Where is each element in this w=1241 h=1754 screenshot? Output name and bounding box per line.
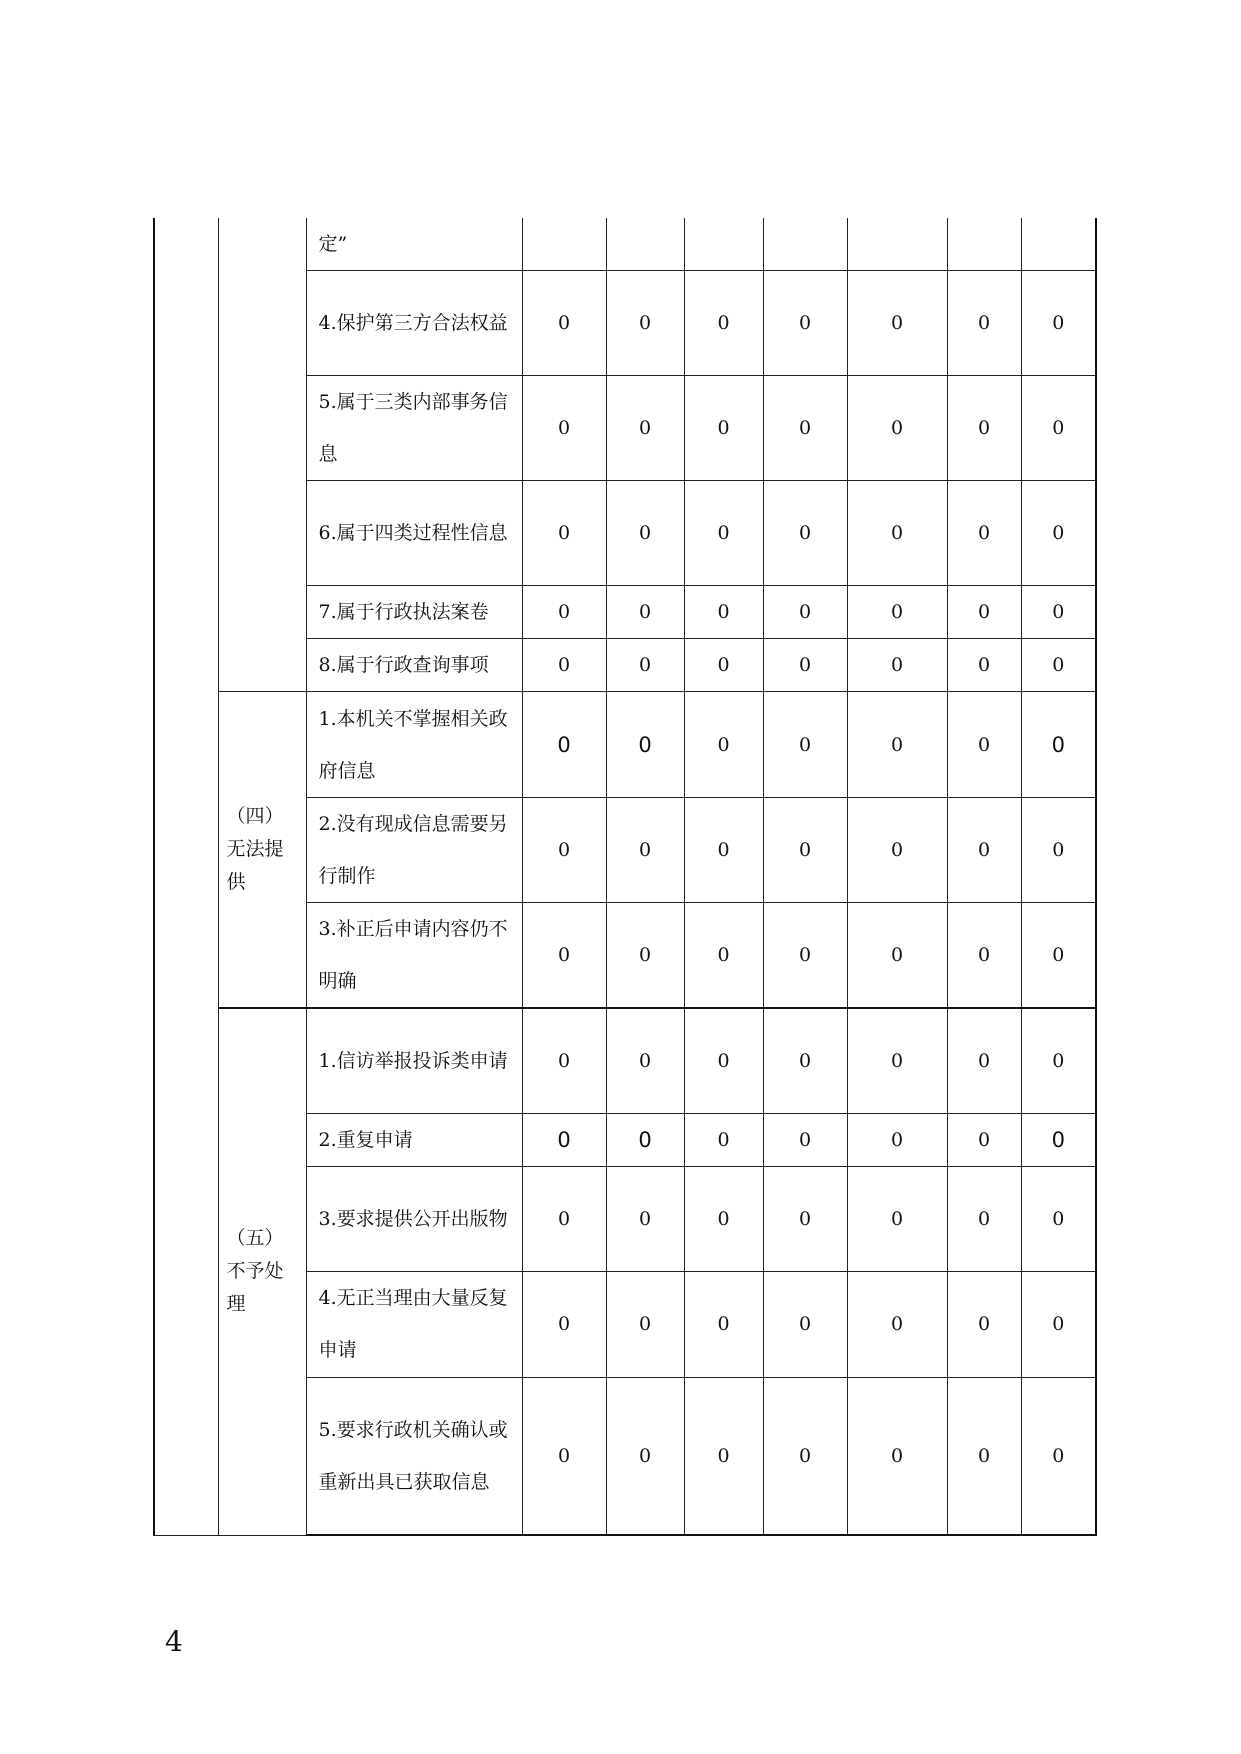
value-cell: 0 [763, 692, 847, 798]
value-cell: 0 [1021, 481, 1096, 586]
value-cell: 0 [522, 798, 606, 903]
value-cell: 0 [947, 586, 1021, 639]
value-cell: 0 [763, 376, 847, 481]
value-cell: 0 [947, 1113, 1021, 1166]
group-four-title: （四）无法提供 [218, 692, 306, 1009]
value-cell: 0 [522, 1377, 606, 1535]
value-cell: 0 [606, 692, 684, 798]
value-cell: 0 [684, 903, 763, 1009]
table-row [154, 692, 1096, 798]
row-label: 2.重复申请 [306, 1113, 522, 1166]
value-cell: 0 [684, 376, 763, 481]
value-cell: 0 [947, 903, 1021, 1009]
disclosure-statistics-table [153, 218, 1097, 1536]
value-cell: 0 [947, 639, 1021, 692]
value-cell: 0 [763, 798, 847, 903]
row-label: 1.本机关不掌握相关政府信息 [306, 692, 522, 798]
value-cell: 0 [847, 376, 947, 481]
value-cell: 0 [847, 1166, 947, 1271]
value-cell: 0 [684, 271, 763, 376]
value-cell: 0 [847, 692, 947, 798]
value-cell: 0 [847, 798, 947, 903]
value-cell: 0 [684, 586, 763, 639]
value-cell: 0 [847, 1377, 947, 1535]
value-cell: 0 [1021, 586, 1096, 639]
value-cell: 0 [947, 481, 1021, 586]
value-cell: 0 [947, 1377, 1021, 1535]
value-cell: 0 [684, 1377, 763, 1535]
value-cell: 0 [947, 692, 1021, 798]
value-cell: 0 [1021, 639, 1096, 692]
value-cell: 0 [1021, 376, 1096, 481]
row-label: 3.补正后申请内容仍不明确 [306, 903, 522, 1009]
value-cell: 0 [606, 639, 684, 692]
value-cell: 0 [763, 1008, 847, 1113]
value-cell: 0 [684, 1008, 763, 1113]
value-cell: 0 [522, 692, 606, 798]
value-cell: 0 [522, 1271, 606, 1377]
value-cell: 0 [684, 639, 763, 692]
value-cell: 0 [1021, 903, 1096, 1009]
value-cell: 0 [606, 798, 684, 903]
row-label: 6.属于四类过程性信息 [306, 481, 522, 586]
value-cell: 0 [606, 271, 684, 376]
row-label: 4.无正当理由大量反复申请 [306, 1271, 522, 1377]
value-cell: 0 [847, 1008, 947, 1113]
value-cell: 0 [947, 1166, 1021, 1271]
value-cell: 0 [522, 1166, 606, 1271]
value-cell: 0 [847, 1271, 947, 1377]
row-label: 5.要求行政机关确认或重新出具已获取信息 [306, 1377, 522, 1535]
value-cell: 0 [847, 586, 947, 639]
value-cell: 0 [763, 586, 847, 639]
value-cell: 0 [847, 271, 947, 376]
value-cell: 0 [522, 903, 606, 1009]
value-cell: 0 [847, 639, 947, 692]
value-cell: 0 [606, 1008, 684, 1113]
value-cell: 0 [847, 1113, 947, 1166]
value-cell: 0 [1021, 692, 1096, 798]
row-label: 3.要求提供公开出版物 [306, 1166, 522, 1271]
value-cell: 0 [763, 1166, 847, 1271]
value-cell: 0 [522, 639, 606, 692]
value-cell: 0 [847, 481, 947, 586]
value-cell: 0 [606, 1166, 684, 1271]
value-cell: 0 [684, 692, 763, 798]
value-cell: 0 [1021, 1166, 1096, 1271]
value-cell: 0 [1021, 271, 1096, 376]
value-cell: 0 [763, 271, 847, 376]
value-cell: 0 [763, 903, 847, 1009]
row-label: 7.属于行政执法案卷 [306, 586, 522, 639]
value-cell: 0 [606, 481, 684, 586]
value-cell: 0 [1021, 1271, 1096, 1377]
group-three-cell [218, 218, 306, 692]
row-label: 4.保护第三方合法权益 [306, 271, 522, 376]
value-cell: 0 [606, 1271, 684, 1377]
table-row [154, 218, 1096, 271]
value-cell: 0 [684, 1166, 763, 1271]
table-row [154, 1008, 1096, 1113]
row-label: 2.没有现成信息需要另行制作 [306, 798, 522, 903]
value-cell: 0 [684, 1271, 763, 1377]
value-cell: 0 [684, 798, 763, 903]
value-cell: 0 [1021, 1113, 1096, 1166]
value-cell: 0 [847, 903, 947, 1009]
row-label: 5.属于三类内部事务信息 [306, 376, 522, 481]
value-cell: 0 [606, 1377, 684, 1535]
value-cell: 0 [522, 481, 606, 586]
row-label: 定” [306, 218, 522, 271]
value-cell: 0 [684, 481, 763, 586]
value-cell: 0 [522, 271, 606, 376]
value-cell: 0 [763, 481, 847, 586]
value-cell: 0 [522, 586, 606, 639]
row-label: 1.信访举报投诉类申请 [306, 1008, 522, 1113]
page-number: 4 [165, 1625, 183, 1658]
value-cell: 0 [763, 1271, 847, 1377]
outer-category-cell [154, 218, 218, 1535]
value-cell: 0 [763, 639, 847, 692]
value-cell: 0 [947, 271, 1021, 376]
value-cell: 0 [1021, 798, 1096, 903]
value-cell: 0 [522, 376, 606, 481]
value-cell: 0 [1021, 1377, 1096, 1535]
value-cell: 0 [522, 1008, 606, 1113]
value-cell: 0 [763, 1113, 847, 1166]
value-cell: 0 [606, 1113, 684, 1166]
value-cell: 0 [606, 586, 684, 639]
value-cell: 0 [1021, 1008, 1096, 1113]
value-cell: 0 [606, 376, 684, 481]
group-five-title: （五）不予处理 [218, 1008, 306, 1535]
value-cell: 0 [947, 376, 1021, 481]
value-cell: 0 [684, 1113, 763, 1166]
value-cell: 0 [522, 1113, 606, 1166]
value-cell: 0 [606, 903, 684, 1009]
value-cell: 0 [947, 1008, 1021, 1113]
row-label: 8.属于行政查询事项 [306, 639, 522, 692]
value-cell: 0 [947, 798, 1021, 903]
value-cell: 0 [947, 1271, 1021, 1377]
value-cell: 0 [763, 1377, 847, 1535]
